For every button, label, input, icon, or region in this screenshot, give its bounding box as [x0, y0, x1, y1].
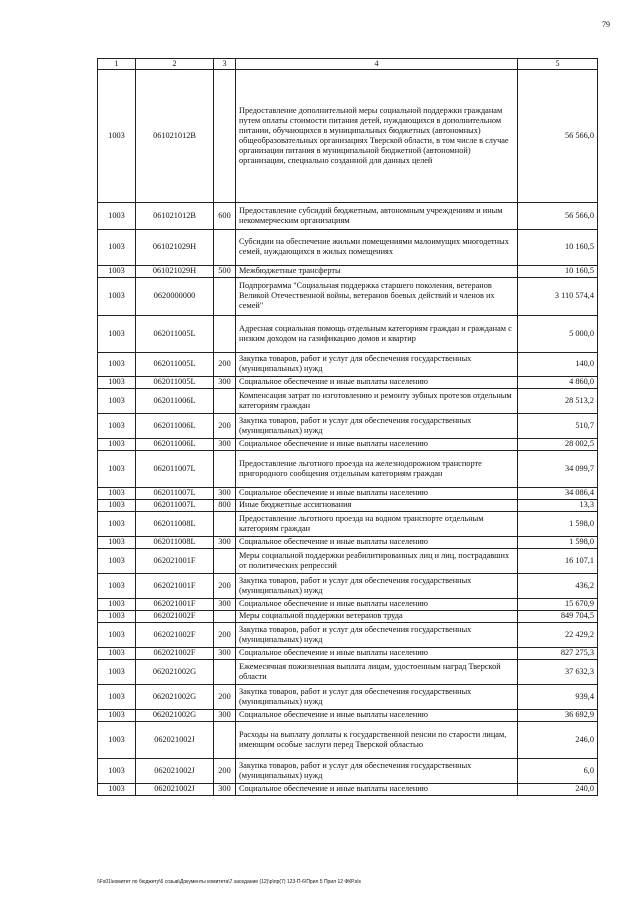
section-cell: 1003: [98, 548, 136, 573]
amount-cell: 827 275,3: [518, 647, 598, 659]
table-row: [98, 622, 598, 647]
description-cell: Расходы на выплату доплаты к государственной пенсии по старости лицам, имеющим особые заслуги перед Тверской областью: [236, 721, 518, 758]
description-cell: Предоставление льготного проезда на водном транспорте отдельным категориям граждан: [236, 511, 518, 536]
amount-cell: 939,4: [518, 684, 598, 709]
expense-type-cell: 300: [214, 487, 236, 499]
section-cell: 1003: [98, 229, 136, 265]
target-code-cell: 062021002J: [136, 721, 214, 758]
table-row: [98, 229, 598, 265]
table-row: [98, 536, 598, 548]
expense-type-cell: [214, 229, 236, 265]
section-cell: 1003: [98, 721, 136, 758]
header-row: [98, 59, 598, 70]
amount-cell: 6,0: [518, 758, 598, 783]
file-path-footer: \\Fs01\комитет по бюджету\6 созыв\Документы комитета\7 заседание (12)\р\пр(7) 123-П-6\Прил 5 Прил 12 ФКР.xls: [97, 879, 361, 885]
description-cell: Закупка товаров, работ и услуг для обеспечения государственных (муниципальных) нужд: [236, 684, 518, 709]
description-cell: Закупка товаров, работ и услуг для обеспечения государственных (муниципальных) нужд: [236, 352, 518, 376]
description-cell: Предоставление дополнительной меры социальной поддержки гражданам путем оплаты стоимости питания детей, нуждающихся в дополнительном питании, обучающихся в муниципальных бюджетных (автономных) общеобразовательных организациях Тверской области, в том числе в случае организации питания в муниципальной бюджетной (автономной) организации, специально созданной для данных целей: [236, 69, 518, 202]
section-cell: 1003: [98, 352, 136, 376]
amount-cell: 15 670,9: [518, 598, 598, 610]
table-row: [98, 352, 598, 376]
table-row: [98, 413, 598, 438]
amount-cell: 1 598,0: [518, 511, 598, 536]
table-row: [98, 647, 598, 659]
description-cell: Социальное обеспечение и иные выплаты населению: [236, 783, 518, 795]
expense-type-cell: [214, 548, 236, 573]
section-cell: 1003: [98, 265, 136, 277]
amount-cell: 56 566,0: [518, 69, 598, 202]
table-row: [98, 499, 598, 511]
description-cell: Социальное обеспечение и иные выплаты населению: [236, 487, 518, 499]
expense-type-cell: 200: [214, 352, 236, 376]
amount-cell: 37 632,3: [518, 659, 598, 684]
expense-type-cell: 800: [214, 499, 236, 511]
section-cell: 1003: [98, 684, 136, 709]
table-row: [98, 573, 598, 598]
description-cell: Компенсация затрат по изготовлению и ремонту зубных протезов отдельным категориям граждан: [236, 388, 518, 413]
expense-type-cell: [214, 388, 236, 413]
table-row: [98, 721, 598, 758]
description-cell: Адресная социальная помощь отдельным категориям граждан и гражданам с низким доходом на газификацию домов и квартир: [236, 315, 518, 352]
budget-table: [97, 58, 598, 796]
amount-cell: 34 099,7: [518, 450, 598, 487]
expense-type-cell: 300: [214, 598, 236, 610]
section-cell: 1003: [98, 610, 136, 622]
table-row: [98, 758, 598, 783]
target-code-cell: 061021012В: [136, 202, 214, 229]
amount-cell: 34 086,4: [518, 487, 598, 499]
table-row: [98, 315, 598, 352]
expense-type-cell: 300: [214, 438, 236, 450]
amount-cell: 16 107,1: [518, 548, 598, 573]
description-cell: Закупка товаров, работ и услуг для обеспечения государственных (муниципальных) нужд: [236, 413, 518, 438]
page-number: 79: [602, 20, 610, 29]
amount-cell: 13,3: [518, 499, 598, 511]
table-row: [98, 450, 598, 487]
description-cell: Закупка товаров, работ и услуг для обеспечения государственных (муниципальных) нужд: [236, 573, 518, 598]
description-cell: Подпрограмма "Социальная поддержка старшего поколения, ветеранов Великой Отечественной войны, ветеранов боевых действий и членов их семей": [236, 277, 518, 315]
section-cell: 1003: [98, 450, 136, 487]
amount-cell: 3 110 574,4: [518, 277, 598, 315]
section-cell: 1003: [98, 783, 136, 795]
table-row: [98, 610, 598, 622]
target-code-cell: 062021002F: [136, 622, 214, 647]
description-cell: Социальное обеспечение и иные выплаты населению: [236, 438, 518, 450]
amount-cell: 36 692,9: [518, 709, 598, 721]
section-cell: 1003: [98, 277, 136, 315]
section-cell: 1003: [98, 202, 136, 229]
description-cell: Социальное обеспечение и иные выплаты населению: [236, 536, 518, 548]
amount-cell: 849 704,5: [518, 610, 598, 622]
table-row: [98, 783, 598, 795]
section-cell: 1003: [98, 388, 136, 413]
section-cell: 1003: [98, 573, 136, 598]
amount-cell: 5 000,0: [518, 315, 598, 352]
amount-cell: 22 429,2: [518, 622, 598, 647]
target-code-cell: 061021012В: [136, 69, 214, 202]
expense-type-cell: 600: [214, 202, 236, 229]
target-code-cell: 062021001F: [136, 598, 214, 610]
target-code-cell: 062021001F: [136, 548, 214, 573]
amount-cell: 28 513,2: [518, 388, 598, 413]
amount-cell: 510,7: [518, 413, 598, 438]
section-cell: 1003: [98, 598, 136, 610]
target-code-cell: 062011007L: [136, 487, 214, 499]
description-cell: Предоставление льготного проезда на железнодорожном транспорте пригородного сообщения отдельным категориям граждан: [236, 450, 518, 487]
table-row: [98, 388, 598, 413]
target-code-cell: 062011007L: [136, 499, 214, 511]
section-cell: 1003: [98, 315, 136, 352]
expense-type-cell: 200: [214, 758, 236, 783]
description-cell: Социальное обеспечение и иные выплаты населению: [236, 598, 518, 610]
target-code-cell: 062011007L: [136, 450, 214, 487]
table-row: [98, 511, 598, 536]
target-code-cell: 062011005L: [136, 352, 214, 376]
section-cell: 1003: [98, 499, 136, 511]
expense-type-cell: [214, 511, 236, 536]
table-row: [98, 487, 598, 499]
target-code-cell: 062011006L: [136, 413, 214, 438]
expense-type-cell: 300: [214, 709, 236, 721]
target-code-cell: 062011006L: [136, 438, 214, 450]
section-cell: 1003: [98, 511, 136, 536]
header-col-4: 4: [236, 59, 518, 70]
expense-type-cell: 300: [214, 376, 236, 388]
expense-type-cell: 200: [214, 684, 236, 709]
amount-cell: 10 160,5: [518, 229, 598, 265]
expense-type-cell: 200: [214, 413, 236, 438]
table-row: [98, 277, 598, 315]
expense-type-cell: 500: [214, 265, 236, 277]
section-cell: 1003: [98, 709, 136, 721]
table-row: [98, 376, 598, 388]
target-code-cell: 062021001F: [136, 573, 214, 598]
amount-cell: 140,0: [518, 352, 598, 376]
amount-cell: 436,2: [518, 573, 598, 598]
expense-type-cell: [214, 450, 236, 487]
description-cell: Закупка товаров, работ и услуг для обеспечения государственных (муниципальных) нужд: [236, 758, 518, 783]
section-cell: 1003: [98, 487, 136, 499]
expense-type-cell: 300: [214, 647, 236, 659]
expense-type-cell: [214, 69, 236, 202]
section-cell: 1003: [98, 659, 136, 684]
target-code-cell: 062021002G: [136, 659, 214, 684]
section-cell: 1003: [98, 536, 136, 548]
table-row: [98, 659, 598, 684]
target-code-cell: 062011008L: [136, 511, 214, 536]
table-row: [98, 709, 598, 721]
description-cell: Предоставление субсидий бюджетным, автономным учреждениям и иным некоммерческим организациям: [236, 202, 518, 229]
description-cell: Иные бюджетные ассигнования: [236, 499, 518, 511]
description-cell: Социальное обеспечение и иные выплаты населению: [236, 376, 518, 388]
expense-type-cell: 300: [214, 783, 236, 795]
target-code-cell: 0620000000: [136, 277, 214, 315]
expense-type-cell: 200: [214, 622, 236, 647]
section-cell: 1003: [98, 438, 136, 450]
description-cell: Межбюджетные трансферты: [236, 265, 518, 277]
description-cell: Меры социальной поддержки ветеранов труда: [236, 610, 518, 622]
amount-cell: 28 002,5: [518, 438, 598, 450]
expense-type-cell: [214, 659, 236, 684]
expense-type-cell: [214, 721, 236, 758]
amount-cell: 246,0: [518, 721, 598, 758]
target-code-cell: 062021002F: [136, 610, 214, 622]
header-col-1: 1: [98, 59, 136, 70]
expense-type-cell: 300: [214, 536, 236, 548]
target-code-cell: 061021029Н: [136, 229, 214, 265]
description-cell: Социальное обеспечение и иные выплаты населению: [236, 647, 518, 659]
expense-type-cell: [214, 610, 236, 622]
table-row: [98, 548, 598, 573]
expense-type-cell: [214, 315, 236, 352]
amount-cell: 4 860,0: [518, 376, 598, 388]
expense-type-cell: 200: [214, 573, 236, 598]
amount-cell: 1 598,0: [518, 536, 598, 548]
table-row: [98, 69, 598, 202]
target-code-cell: 062021002J: [136, 758, 214, 783]
target-code-cell: 062011006L: [136, 388, 214, 413]
amount-cell: 56 566,0: [518, 202, 598, 229]
header-col-2: 2: [136, 59, 214, 70]
section-cell: 1003: [98, 622, 136, 647]
table-row: [98, 265, 598, 277]
target-code-cell: 062011005L: [136, 376, 214, 388]
description-cell: Ежемесячная пожизненная выплата лицам, удостоенным наград Тверской области: [236, 659, 518, 684]
description-cell: Меры социальной поддержки реабилитированных лиц и лиц, пострадавших от политических репрессий: [236, 548, 518, 573]
description-cell: Социальное обеспечение и иные выплаты населению: [236, 709, 518, 721]
expense-type-cell: [214, 277, 236, 315]
amount-cell: 240,0: [518, 783, 598, 795]
table-row: [98, 202, 598, 229]
table-row: [98, 438, 598, 450]
target-code-cell: 062011008L: [136, 536, 214, 548]
table-row: [98, 598, 598, 610]
target-code-cell: 061021029Н: [136, 265, 214, 277]
target-code-cell: 062021002F: [136, 647, 214, 659]
target-code-cell: 062021002J: [136, 783, 214, 795]
header-col-5: 5: [518, 59, 598, 70]
amount-cell: 10 160,5: [518, 265, 598, 277]
section-cell: 1003: [98, 647, 136, 659]
section-cell: 1003: [98, 758, 136, 783]
target-code-cell: 062021002G: [136, 684, 214, 709]
section-cell: 1003: [98, 376, 136, 388]
description-cell: Закупка товаров, работ и услуг для обеспечения государственных (муниципальных) нужд: [236, 622, 518, 647]
description-cell: Субсидии на обеспечение жильми помещениями малоимущих многодетных семей, нуждающихся в жилых помещениях: [236, 229, 518, 265]
header-col-3: 3: [214, 59, 236, 70]
section-cell: 1003: [98, 413, 136, 438]
target-code-cell: 062021002G: [136, 709, 214, 721]
table-row: [98, 684, 598, 709]
section-cell: 1003: [98, 69, 136, 202]
table-body: [98, 69, 598, 795]
target-code-cell: 062011005L: [136, 315, 214, 352]
